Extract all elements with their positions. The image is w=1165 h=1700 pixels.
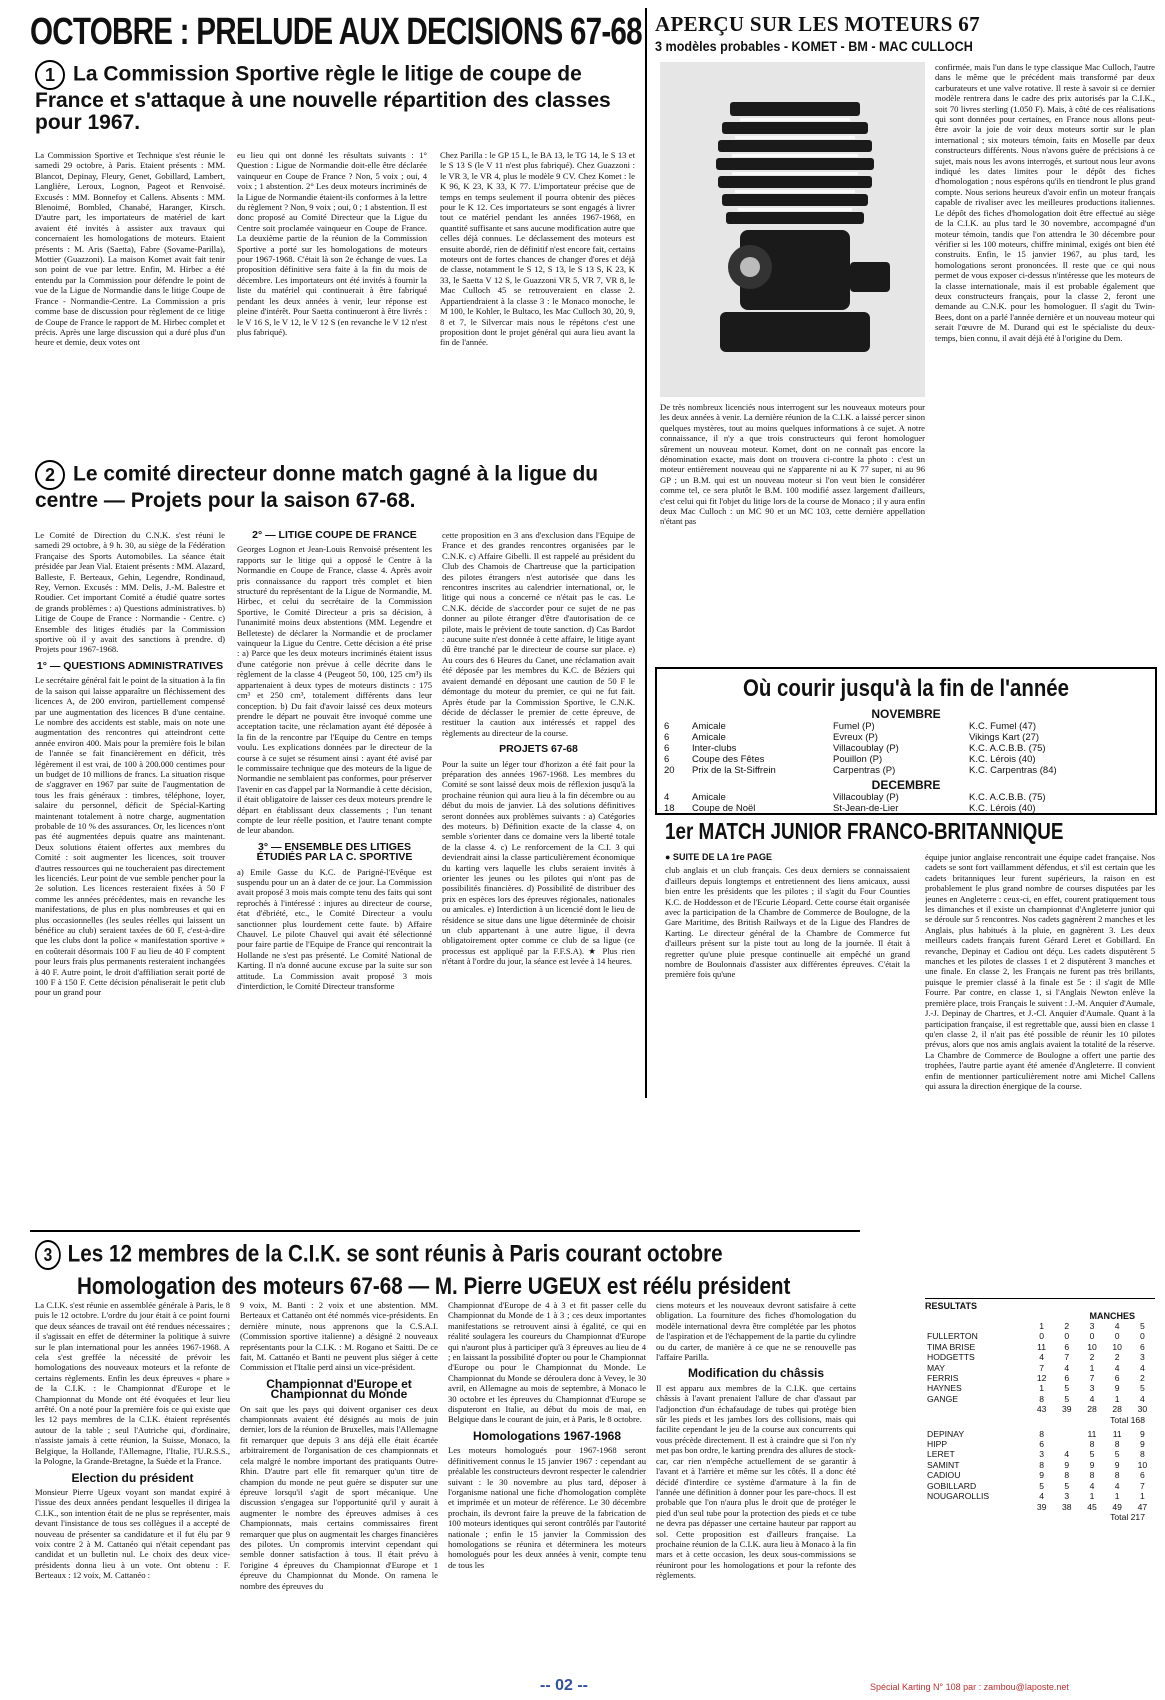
calendar-row: [661, 792, 1122, 803]
section-2-title: Le comité directeur donne match gagné à la ligue du centre — Projets pour la saison 67-68.: [35, 462, 599, 512]
results-cell: 1: [1089, 1491, 1095, 1502]
calendar-event: Prix de la St-Siffrein: [692, 765, 776, 776]
results-cell: 5: [1039, 1480, 1044, 1491]
results-cell: 45: [1087, 1501, 1097, 1512]
results-row: [925, 1394, 1155, 1404]
results-cell: 8: [1089, 1470, 1095, 1481]
results-cell: 28: [1087, 1404, 1097, 1415]
results-cell: 8: [1039, 1428, 1044, 1439]
results-cell: 11: [1037, 1341, 1047, 1352]
results-row: [925, 1342, 1155, 1352]
results-cell: 8: [1039, 1459, 1044, 1470]
results-name: [925, 1502, 1029, 1512]
calendar-month-decembre: DECEMBRE: [871, 778, 941, 792]
calendar-row: [661, 754, 1122, 765]
calendar-club: K.C. Lérois (40): [969, 803, 1036, 814]
calendar-row: [661, 803, 1122, 814]
results-title: RESULTATS: [925, 1298, 1155, 1311]
results-cell: 3: [1139, 1352, 1145, 1363]
results-total-uk: Total 168: [1110, 1414, 1145, 1425]
page-title: OCTOBRE : PRELUDE AUX DECISIONS 67-68: [30, 11, 642, 53]
results-name: GOBILLARD: [927, 1480, 977, 1491]
calendar-event: Amicale: [692, 792, 726, 803]
calendar-table-decembre: [661, 792, 1122, 814]
results-cell: 1: [1114, 1393, 1120, 1404]
calendar-month-novembre: NOVEMBRE: [871, 707, 941, 721]
section-3-subheading-championnat: Championnat d'Europe et Championnat du Monde: [266, 1376, 412, 1402]
results-cell: [1054, 1429, 1079, 1439]
calendar-title: Où courir jusqu'à la fin de l'année: [743, 675, 1069, 702]
results-name: LERET: [927, 1449, 955, 1460]
results-cell: 38: [1062, 1501, 1072, 1512]
results-row: [925, 1460, 1155, 1470]
section-3-number: 3: [35, 1240, 61, 1270]
results-cell: 8: [1139, 1449, 1145, 1460]
results-cell: 11: [1112, 1428, 1122, 1439]
section-3-top-rule: [30, 1230, 860, 1232]
section-2-heading: [35, 460, 635, 512]
results-cell: 8: [1114, 1439, 1120, 1450]
engine-photo: [660, 62, 925, 397]
results-cell: 7: [1089, 1373, 1095, 1384]
section-1-col-2: eu lieu qui ont donné les résultats suivants : 1° Question : Ligue de Normandie doit-elle être déclarée vainqueur en Coupe de France ? Non, 5 voix ; oui, 4 voix ; 1 abstention. 2° Les deux moteurs incriminés de la Ligue de Normandie étaient-ils conformes à la lettre du règlement ? Non, 9 voix ; oui, 0 ; 1 abstention. Il est donc proposé au Comité Directeur que la Ligue du Centre soit proclamée vainqueur en Coupe de France. La deuxième partie de la réunion de la Commission Sportive a porté sur les homologations de moteurs pour 1967-1968. C'était là son 2e échange de vues. La proposition définitive sera faite à la fin du mois de décembre. Les importateurs ont été invités à fournir la liste du matériel qui continuerait à être fabriqué pendant les deux années à venir, leur réponse est pleine d'intérêt. Pour Saetta continueront à être livrés : le V 16 S, le V 12, le V 12 S (en revanche le V 12 n'est plus fabriqué).: [237, 150, 427, 337]
results-cell: 12: [1036, 1373, 1047, 1384]
results-row: [925, 1363, 1155, 1373]
results-cell: 4: [1064, 1449, 1070, 1460]
engines-right-col: confirmée, mais l'un dans le type classique Mac Culloch, l'autre dans le même que le précédent mais transformé par deux carburateurs et une valve rotative. Il reste à savoir si ce dernier modèle rentrera dans le cadre des prix autorisés par la C.I.K., soit 70 livres sterling (1.050 F). Mais, à côté de ces réalisations qui sont données pour certaines, en France nous allons peut-être avoir la joie de voir deux moteurs sortir sur le plan international ; six moteurs témoin, faits en Moselle par deux constructeurs différents. Nous n'avons guère de précisions à ce sujet, mais nous les avons interrogés, et surtout nous leur avons indiqué les dates limites pour le dépôt des fiches d'homologation ; nous espérons qu'ils en tiendront le plus grand compte. Nous serions heureux d'avoir enfin un moteur français capable de rivaliser avec les meilleures productions italiennes. Le dépôt des fiches d'homologation doit être effectué au siège de la C.I.K. au plus tard le 30 novembre, accompagné d'un moteur témoin, tandis que l'on attendra le 30 décembre pour vérifier si les 100 moteurs, chiffre minimal, exigés ont bien été construits. Enfin, le 15 janvier 1967, au plus tard, les homologations seront prononcées. Il reste que ce qui nous permet de vous exposer ci-dessus n'intéresse que les moteurs de la classe internationale, mais il est probable également que deux constructeurs français, pour la classe 2, feront une demande au C.N.K. pour les homologuer. Il s'agit du Twin-Bees, dont on a parlé l'année dernière et un nouveau moteur qui serait l'œuvre de M. Durand qui est le spécialiste du deux-temps, bien connu, il avait déjà été à l'origine du Dem.: [935, 62, 1155, 343]
section-2-col-1: [35, 530, 225, 1220]
results-cell: 5: [1064, 1480, 1070, 1491]
results-name: CADIOU: [927, 1470, 961, 1481]
results-row: [925, 1383, 1155, 1393]
footer-credit: Spécial Karting N° 108 par : zambou@laposte.net: [870, 1682, 1069, 1692]
results-cell: 1: [1139, 1491, 1145, 1502]
results-cell: 8: [1039, 1393, 1044, 1404]
results-cell: 0: [1139, 1331, 1145, 1342]
results-name: [925, 1404, 1029, 1414]
calendar-row: [661, 765, 1122, 776]
results-cell: 5: [1114, 1449, 1120, 1460]
calendar-place: Pouillon (P): [833, 754, 883, 765]
calendar-row: [661, 743, 1122, 754]
results-name: TIMA BRISE: [927, 1341, 976, 1352]
results-cell: 43: [1036, 1404, 1047, 1415]
results-name: DEPINAY: [927, 1428, 965, 1439]
section-3-col-3-text: Championnat d'Europe de 4 à 3 et fit passer celle du Championnat du Monde de 1 à 3 ; ces deux importantes manifestations se retrouvent ainsi à égalité, ce qui en réalité soulagera les coureurs du Championnat d'Europe qui n'auront plus à participer qu'à 3 épreuves au lieu de 4 ; en laissant la possibilité d'opter ou pour le Championnat d'Europe ou pour le Championnat du Monde. Le Championnat du Monde se déroulera donc à Vevey, le 30 avril, en Allemagne au mois de septembre, à Monaco le 30 octobre et les épreuves du Championnat d'Europe se disputeront en Italie, au début du mois de mai, en Belgique dans le courant de juin, et à Paris, le 8 octobre.: [448, 1300, 646, 1425]
results-cell: 4: [1139, 1362, 1145, 1373]
calendar-place: Villacoublay (P): [833, 792, 899, 803]
results-cell: 10: [1137, 1459, 1148, 1470]
calendar-club: K.C. A.C.B.B. (75): [969, 792, 1046, 803]
results-row: [925, 1404, 1155, 1414]
results-cell: 2: [1139, 1373, 1145, 1384]
section-3-col-1: [35, 1300, 230, 1675]
column-divider: [645, 8, 647, 1098]
results-cell: 9: [1039, 1470, 1044, 1481]
calendar-box: [655, 667, 1157, 815]
calendar-club: Vikings Kart (27): [969, 732, 1040, 743]
section-2-intro: Le Comité de Direction du C.N.K. s'est réuni le samedi 29 octobre, à 9 h. 30, au siège de la Fédération Française des Sports Automobiles. La séance était présidée par Jean Vial. Etaient présents : MM. Alazard, Balleste, F. Berteaux, Gehin, Legendre, Rondinaud, Rey, Vernon. Excusés : MM. Delis, J.-M. Balestre et Roudier. Cet important Comité a étudié quatre sortes de grands problèmes : a) Questions administratives. b) Litige de Coupe de France : Normandie - Centre. c) Ensemble des litiges étudiés par la Commission sportive où il y avait des sanctions à prendre. d) Projets pour 1967-1968.: [35, 530, 225, 655]
results-cell: 1: [1039, 1383, 1044, 1394]
results-row: [925, 1331, 1155, 1341]
engine-illustration: [660, 62, 925, 397]
calendar-table-novembre: [661, 721, 1122, 776]
calendar-day: 6: [664, 721, 670, 732]
results-cell: 7: [1064, 1352, 1070, 1363]
results-cell: 4: [1064, 1362, 1070, 1373]
calendar-place: Carpentras (P): [833, 765, 896, 776]
calendar-day: 6: [664, 754, 670, 765]
results-row: [925, 1481, 1155, 1491]
results-cell: 2: [1114, 1352, 1120, 1363]
results-cell: 0: [1039, 1331, 1044, 1342]
calendar-club: K.C. Carpentras (84): [969, 765, 1057, 776]
results-name: GANGE: [927, 1393, 959, 1404]
calendar-club: K.C. A.C.B.B. (75): [969, 743, 1046, 754]
junior-col-1-text: club anglais et un club français. Ces deux derniers se connaissaient d'ailleurs depuis longtemps et entretiennent des liens amicaux, aussi bien entre les présidents que les pilotes ; il s'agit du Four Counties K.C. de Hoddesson et de l'Ecurie Léopard. Cette course était organisée avec la participation de la Chambre de Commerce de Boulogne, de la Gare Maritime, des British Railways et de la Ligue des Flandres de Karting. Le directeur général de la Chambre de Commerce fut d'ailleurs présent sur la piste tout au long de la journée. Il était à regretter qu'une pluie presque continuelle ait empêché un grand nombre de Boulonnais d'assister aux différentes épreuves. C'était la première fois qu'une: [665, 865, 910, 980]
section-2-subheading-coupe: 2° — LITIGE COUPE DE FRANCE: [252, 530, 417, 541]
results-cell: 9: [1139, 1439, 1145, 1450]
section-1-number: 1: [35, 60, 65, 90]
results-name: FULLERTON: [927, 1331, 978, 1342]
junior-col-2: équipe junior anglaise rencontrait une équipe cadet française. Nos cadets se sont fort vaillamment défendus, et s'il est certain que les cadets britanniques leur furent supérieurs, la raison en est probablement le plus grand nombre de courses disputées par les jeunes en Angleterre : ceux-ci, en effet, courent pratiquement tous les dimanches et il existe un championnat d'Angleterre junior qui se déroule sur 5 rencontres. Nos cadets gagnèrent 2 manches et les Anglais, plus habitués à la pluie, en gagnèrent 3. Les deux meilleurs cadets français furent Gérard Leret et Gobillard. En revanche, Depinay et Cadiou ont déçu. Les cadets disputèrent 5 manches et les pilotes de classes 1 et 2 disputèrent 3 manches et une finale. En classe 2, les Français ne furent pas très brillants, puisque le premier classé à la finale est 5e : il s'agit de Mlle Fourre. Par contre, en classe 1, si l'Anglais Newton enlève la première place, trois Français le suivent : J.-M. Anquier d'Aumale, J.-J. Depinay de Chartres, et J.-Cl. Anquier d'Aumale. Quant à la participation française, il est regrettable que, aussi bien en classe 1 qu'en classe 2, il n'ait pas été possible de réunir les 10 pilotes prévus, alors que nos amis anglais avaient la totalité de la réserve. La Chambre de Commerce de Boulogne a offert une partie des trophées, l'autre partie ayant été amenée d'Angleterre. Il convient enfin de mentionner particulièrement notre ami Michel Callens qui assura la direction énergique de la course.: [925, 852, 1155, 1091]
section-2-admin-text: Le secrétaire général fait le point de la situation à la fin de la saison qui laisse apparaître un fléchissement des licences A, de 200 environ, partiellement compensé par une augmentation des licences B d'une centaine. Le nombre des accidents est stable, mais on note une augmentation des rencontres qui atteindront cette année environ 400. Mais pour la première fois le bilan de l'année se fait financièrement en déficit, très légèrement il est vrai, de 100 à 200.000 centimes pour un budget de 10 millions de francs. La situation risque de s'aggraver en 1967 par suite de l'augmentation de tous les frais généraux : timbres, téléphone, loyer, salaire du personnel, déficit de Spécial-Karting maintenant totalement à notre charge, augmentation probable de 10 % des assurances. Or, les licences n'ont pas été augmentées depuis quatre ans maintenant. Deux solutions étaient offertes aux membres du Comité : soit augmenter les licences, soit trouver d'autres ressources qui ne toucheraient pas directement les licenciés. Leur point de vue semble pencher pour la 2e solution. Les licences resteraient fixées à 50 F comme les années précédentes, mais en revanche les manifestations, de plus en plus nombreuses et qui en plus occasionnelles (les seules réelles qui laissent un bénéfice au club) seraient taxées de 60 F, c'est-à-dire que les clubs dont la police « manifestation sportive » en coûterait désormais 100 F au lieu de 40 F comptent pour leurs frais plus permanents resteraient inchangées à 40 F. Autre point, le droit d'affiliation serait porté de 100 F à 150 F. Cette décision pénaliserait le petit club pour un grand pour: [35, 675, 225, 998]
section-2-number: 2: [35, 460, 65, 490]
calendar-event: Amicale: [692, 732, 726, 743]
results-cell: 1: [1114, 1491, 1120, 1502]
results-cell: 10: [1112, 1341, 1122, 1352]
results-cell: 0: [1114, 1331, 1120, 1342]
results-cell: 6: [1114, 1373, 1120, 1384]
calendar-club: K.C. Lérois (40): [969, 754, 1036, 765]
section-2-projets-text: Pour la suite un léger tour d'horizon a été fait pour la préparation des années 1967-1968. Les membres du Comité se sont laissé deux mois de réflexion jusqu'à la prochaine réunion qui aura lieu à la fin décembre ou au début du mois de janvier. Là des solutions définitives seront données aux problèmes suivants : a) Catégories des moteurs. b) Définition exacte de la classe 4, on semble s'orienter dans ce domaine vers la liberté totale de la classe 4. c) Le renforcement de la C.I. 3 qui deviendrait ainsi la classe particulièrement économique du karting vers laquelle les clubs seraient invités à orienter les jeunes ou les pilotes qui n'ont pas de possibilités financières. d) Possibilité de distribuer des prix en espèces lors des épreuves régionales, nationales ou amicales. e) Interdiction à un licencié dont le lieu de résidence se situe dans une ligue déterminée de choisir un club appartenant à une autre ligue, il devra obligatoirement opter comme ce club de sa ligue (ce processus est appliqué par la F.F.S.A). ★ Plus rien n'étant à l'ordre du jour, la séance est levée à 14 heures.: [442, 758, 635, 967]
results-cell: 6: [1039, 1439, 1044, 1450]
section-2-subheading-admin: 1° — QUESTIONS ADMINISTRATIVES: [36, 659, 224, 672]
results-box: [925, 1298, 1155, 1522]
results-cell: 9: [1139, 1428, 1145, 1439]
junior-col-1: [665, 852, 910, 1187]
section-3-subheading-chassis: Modification du châssis: [687, 1366, 825, 1381]
results-cell: 47: [1137, 1501, 1148, 1512]
results-cell: 1: [1089, 1362, 1095, 1373]
calendar-place: Villacoublay (P): [833, 743, 899, 754]
results-header-cell: 4: [1114, 1321, 1120, 1331]
results-name: MAY: [927, 1362, 945, 1373]
section-1-title: La Commission Sportive règle le litige de coupe de France et s'attaque à une nouvelle répartition des classes pour 1967.: [35, 62, 611, 135]
results-cell: 10: [1087, 1341, 1097, 1352]
results-cell: 11: [1087, 1428, 1097, 1439]
section-3-col-4: [656, 1300, 856, 1675]
results-cell: 5: [1064, 1383, 1070, 1394]
page-number: -- 02 --: [540, 1677, 588, 1694]
results-cell: 6: [1064, 1373, 1070, 1384]
results-cell: 5: [1139, 1383, 1145, 1394]
results-manches-label: MANCHES: [1089, 1311, 1135, 1321]
results-row: [925, 1352, 1155, 1362]
section-2-col-2: [237, 530, 432, 1220]
results-cell: 2: [1089, 1352, 1095, 1363]
results-row: [925, 1470, 1155, 1480]
engines-subtitle: 3 modèles probables - KOMET - BM - MAC CULLOCH: [655, 38, 973, 54]
engines-title: APERÇU SUR LES MOTEURS 67: [655, 12, 980, 36]
results-cell: 3: [1064, 1491, 1070, 1502]
calendar-club: K.C. Fumel (47): [969, 721, 1037, 732]
results-cell: 8: [1089, 1439, 1095, 1450]
section-3-heading: [35, 1240, 855, 1299]
calendar-day: 20: [664, 765, 675, 776]
section-1-col-3: Chez Parilla : le GP 15 L, le BA 13, le TG 14, le S 13 et le S 13 S (le V 11 n'est plus fabriqué). Chez Guazzoni : le VR 3, le VR 4, plus le modèle 9 CV. Chez Komet : le K 96, K 23, K 33, K 77. L'importateur précise que de temps en temps seulement il pourra obtenir des pièces pour le K 12. Ces importateurs se sont engagés à livrer tout ce matériel pendant les années 1967-1968, en quantité suffisante et sans aucune modification autre que celles déjà connues. Le déclassement des moteurs est ensuite abordé, rien de définitif n'est encore fait, certains moteurs ont de fortes chances de changer d'ores et déjà de classe, notamment le S 12, S 13, le S 13 S, K 23, K 33, le Saetta V 12 S, le Guazzoni VR 5, VR 7, VR 8, le Mac Culloch 45 se retrouveraient en classe 2. Appartiendraient à la classe 3 : le Monaco monoche, le M 100, le Kohler, le Bultaco, les Mac Culloch 30, 20, 9, 8 et 7, le Silvercar mais nous le répétons c'est une proposition dont le projet général qui aura lieu avant la fin de l'année.: [440, 150, 635, 348]
results-row: [925, 1429, 1155, 1439]
section-2-col-3-text: cette proposition en 3 ans d'exclusion dans l'Equipe de France et des grandes rencontres organisées par le C.N.K. c) Affaire Gibelli. Il est rappelé au président du Club des Chamois de Chartreuse que la participation des pilotes étrangers n'est autorisée que dans les rencontres inscrites au calendrier international, or, le litige qui nous a concerné ce n'était pas le cas. Le C.N.K. décide de s'accorder pour ce sujet de ne pas donner au pilote étranger d'être d'autorisation de ce pilote, mais le prévient de toute sanction. d) Cas Bardot : aucune suite n'est donnée à cette affaire, le litige ayant dû être tranché par le directeur de course sur place. e) Au cours des 6 Heures du Canet, une réclamation avait été déposée par les membres du K.C. de Béziers qui avaient demandé en déposant une caution de 50 F le démontage du moteur du premier, ce qui ne fut fait. Après étude par la Commission Sportive, le C.N.K. décide de déclasser le premier de cette épreuve, de restituer la caution aux intéressés et rappel des règlements au directeur de la course.: [442, 530, 635, 738]
calendar-place: Fumel (P): [833, 721, 875, 732]
calendar-event: Inter-clubs: [692, 743, 737, 754]
section-2-subheading-projets: PROJETS 67-68: [499, 743, 578, 756]
section-3-title-line-1: 3 Les 12 membres de la C.I.K. se sont réunis à Paris courant octobre: [35, 1240, 740, 1270]
section-3-col-2-text: 9 voix, M. Banti : 2 voix et une abstention. MM. Berteaux et Cattanéo ont été nommés vice-présidents. En dernière minute, nous apprenons que la C.S.A.I. (Commission sportive italienne) a désigné 2 nouveaux représentants pour la C.I.K. : M. Rogano et Saitti. De ce fait, M. Cattanéo et Banti ne peuvent plus siéger à cette Commission et l'Italie perd ainsi un vice-président.: [240, 1300, 438, 1373]
section-1-heading: [35, 60, 635, 134]
results-cell: 9: [1114, 1383, 1120, 1394]
results-cell: 30: [1137, 1404, 1148, 1415]
results-header-cell: 2: [1064, 1321, 1070, 1331]
results-cell: 6: [1139, 1341, 1145, 1352]
section-3-intro: La C.I.K. s'est réunie en assemblée générale à Paris, le 8 puis le 12 octobre. L'ordre du jour était à ce point fourni que deux séances de travail ont été rendues nécessaires ; il s'agissait en effet de déterminer la politique à suivre sur le plan international pour les années 1967-1968. A cela s'est greffée la nécessité de prévoir les homologations des nouveaux moteurs et la refonte de certains règlements. Enfin les deux épreuves « phare » de la C.I.K. : le Championnat d'Europe et le Championnat du Monde ont été évoquées et leur lieu arrêté. On a noté pour la première fois ce qui existe que les 12 pays membres de la C.I.K. étaient représentés autour de la table ; seul l'Autriche qui, d'ordinaire, n'assiste jamais à cette réunion, la Suisse, Monaco, la Belgique, la Hollande, l'Allemagne, l'Italie, l'U.R.S.S., la Pologne, la Grande-Bretagne, la Suède et la France.: [35, 1300, 230, 1467]
results-cell: 49: [1112, 1501, 1122, 1512]
results-name: FERRIS: [927, 1373, 959, 1384]
results-table: [925, 1321, 1155, 1415]
results-cell: 0: [1089, 1331, 1095, 1342]
section-3-subheading-homologations: Homologations 1967-1968: [472, 1428, 622, 1443]
section-3-championnat-text: On sait que les pays qui doivent organiser ces deux championnats avaient été désignés au mois de juin dernier, lors de la réunion de Bruxelles, mais l'Allemagne fit remarquer que depuis 3 ans déjà elle était écartée arbitrairement de l'organisation de ces championnats et cela malgré le nombre important des pratiquants Outre-Rhin. D'autre part elle fit remarquer qu'un titre de champion du monde ne peut guère se disputer sur une épreuve lorsqu'il s'agit de sport mécanique. Une discussion s'engagea sur l'opportunité qu'il y aurait à augmenter le nombre des épreuves admises à ces Championnats, mais certains commissaires firent remarquer que plus on augmentait les charges financières des pilotes. Un compromis intervint cependant qui semble donner satisfaction à tous. Il était prévu à l'origine 4 épreuves du Championnat d'Europe et 1 épreuve du Championnat du Monde. On ramena le nombre des épreuves du: [240, 1403, 438, 1591]
calendar-day: 18: [664, 803, 675, 814]
results-total-fr: Total 217: [1110, 1511, 1145, 1522]
section-3-col-3: [448, 1300, 646, 1675]
results-cell: 39: [1062, 1404, 1072, 1415]
results-table-fr: [925, 1429, 1155, 1512]
junior-title: 1er MATCH JUNIOR FRANCO-BRITANNIQUE: [665, 818, 1064, 844]
results-cell: 4: [1114, 1362, 1120, 1373]
results-row: [925, 1449, 1155, 1459]
calendar-event: Amicale: [692, 721, 726, 732]
section-1: [35, 60, 635, 134]
section-1-col-1: La Commission Sportive et Technique s'est réunie le samedi 29 octobre, à Paris. Etaient présents : MM. Blancot, Depinay, Fleury, Genet, Gobillard, Lambert, Langlière, Leroux, Lognon, Pageot et Renvoisé. Excusés : MM. Bonnefoy et Callens. Absents : MM. Blenoimé, Bombled, Chanabé, Haranger, Kirsch. D'autre part, les importateurs de matériel de kart avaient été invités à assister aux travaux qui concernaient les homologations de moteurs. Etaient présents : M. Aris (Saetta), Fabre (Sovame-Parilla), Mottier (Guazzoni). La maison Komet avait fait tenir son point de vue par lettre. Enfin, M. Hirbec a été entendu par la Commission pour défendre le point de vue de la Ligue de Normandie dans le litige Coupe de France - Normandie-Centre. La Commission a pris comme base de discussion pour règlement de ce litige de Coupe de France le rapport de M. Hirbec complet et précis. Après une large discussion qui a duré plus d'un heure et demie, deux votes ont: [35, 150, 225, 348]
calendar-place: St-Jean-de-Lier: [833, 803, 899, 814]
results-name: SAMINT: [927, 1459, 960, 1470]
results-cell: 28: [1112, 1404, 1122, 1415]
results-row: [925, 1373, 1155, 1383]
results-cell: 9: [1089, 1459, 1095, 1470]
results-cell: 39: [1036, 1501, 1047, 1512]
results-cell: 4: [1139, 1393, 1145, 1404]
section-3-title-line-2: Homologation des moteurs 67-68 — M. Pierre UGEUX est réélu président: [77, 1273, 791, 1300]
results-header-cell: 1: [1039, 1321, 1044, 1331]
results-cell: [1054, 1439, 1079, 1449]
results-cell: 0: [1064, 1331, 1070, 1342]
results-cell: 7: [1139, 1480, 1145, 1491]
results-cell: 4: [1089, 1480, 1095, 1491]
section-3-col-2: [240, 1300, 438, 1675]
section-2-col-3: [442, 530, 635, 1220]
results-header-cell: 5: [1139, 1321, 1145, 1331]
calendar-row: [661, 732, 1122, 743]
results-name: HIPP: [927, 1439, 948, 1450]
section-2-subheading-litiges: 3° — ENSEMBLE DES LITIGES ÉTUDIÉS PAR LA C. SPORTIVE: [256, 840, 413, 864]
section-3-chassis-text: Il est apparu aux membres de la C.I.K. que certains châssis à l'avant prenaient l'allure de char d'assaut par l'adjonction d'un échafaudage de tubes qui protège bien sûr les pieds et les jambes lors des collisions, mais qui facilite cependant le jeu de la course aux concurrents qui vous précède directement. Il est à craindre que si l'on n'y met pas bon ordre, le karting prendra des allures de stock-car, car rien n'empêche actuellement de se garantir à l'avant et à l'arrière et même sur les côtés. Il a donc été décidé d'interdire ce système d'armature à la fin de l'année une définition à donner pour les pare-chocs. Il est probable que l'on n'aura plus le droit que de protéger le pied d'un seul tube pour la protection des pieds et ce tube ne devra pas dépasser une certaine hauteur par rapport au sol. Cette proposition est d'ailleurs française. La prochaine réunion de la C.I.K. aura lieu à Monaco à la fin mars et à cette occasion, les deux sous-commissions se réuniront pour les homologations et pour la refonte des règlements.: [656, 1382, 856, 1581]
results-row: [925, 1491, 1155, 1501]
junior-suite-label: ● SUITE DE LA 1re PAGE: [665, 852, 772, 862]
results-cell: 8: [1064, 1470, 1070, 1481]
results-row: [925, 1502, 1155, 1512]
section-2-coupe-text: Georges Lognon et Jean-Louis Renvoisé présentent les rapports sur le litige qui a opposé le Centre à la Normandie en Coupe de France, classe 4. Après avoir pris connaissance du rapport très complet et bien structuré du représentant de la Ligue de Normandie, M. Hirbec, et celui du secrétaire de la Commission Sportive, le Comité Directeur a pris sa décision, à l'unanimité moins deux abstentions (MM. Legendre et Belleteste) de déclarer la Normandie et de proclamer vainqueur la Ligue du Centre. Cette décision a été prise : a) Parce que les deux moteurs incriminés étaient issus d'une catégorie non prévue à celle décrite dans le règlement de la classe 4 (Peugeot 50, 100, 125 cm³) ils appartenaient à deux types de moteurs distincts : 175 cm³ et 250 cm³, totalement différents dans leur conception. b) Du fait d'avoir laissé ces deux moteurs prendre le départ ne pouvait être invoqué comme une acceptation tacite, une réclamation ayant été déposée à la fin de la rencontre par l'Equipe du Centre en temps voulu. Les explications données par le directeur de la course à ce sujet se résument ainsi : ayant été avisé par le commissaire technique que des moteurs de la ligue de Normandie ne semblaient pas conformes, pour préserver l'avenir en cas d'appel par la Normandie à cette décision, il était obligatoire de laisser ces deux moteurs prendre le départ en établissant deux classements ; l'un tenant compte de leur réelle position, et l'autre tenant compte de leur abandon.: [237, 544, 432, 836]
results-cell: 9: [1114, 1459, 1120, 1470]
section-2: [35, 460, 635, 512]
results-cell: 5: [1089, 1449, 1095, 1460]
results-cell: 4: [1114, 1480, 1120, 1491]
calendar-row: [661, 721, 1122, 732]
results-cell: 3: [1039, 1449, 1044, 1460]
calendar-day: 6: [664, 732, 670, 743]
calendar-day: 6: [664, 743, 670, 754]
results-cell: 9: [1064, 1459, 1070, 1470]
section-3-subheading-election: Election du président: [71, 1470, 194, 1485]
results-cell: 6: [1139, 1470, 1145, 1481]
results-header-cell: 3: [1089, 1321, 1095, 1331]
results-cell: 5: [1064, 1393, 1070, 1404]
section-3-homologations-text: Les moteurs homologués pour 1967-1968 seront définitivement connus le 15 janvier 1967 : cependant au préalable les constructeurs devront respecter le calendrier suivant : le 30 novembre au plus tard, déposer à l'organisme national une fiche d'homologation complète et imprimée et un moteur de référence. Le 30 décembre prochain, ils devront faire la preuve de la fabrication de 100 moteurs identiques qui seront contrôlés par l'autorité nationale ; enfin le 15 janvier la Commission des homologations se réunira et déterminera les moteurs homologués pour les deux années à venir, compte tenu de tous les: [448, 1445, 646, 1570]
results-cell: 4: [1089, 1393, 1095, 1404]
results-name: NOUGAROLLIS: [927, 1491, 990, 1502]
results-cell: 8: [1114, 1470, 1120, 1481]
results-cell: 7: [1039, 1362, 1044, 1373]
results-name: HAYNES: [927, 1383, 962, 1394]
section-2-litiges-text: a) Emile Gasse du K.C. de Parigné-l'Evêque est suspendu pour un an à dater de ce jour. La Commission avait proposé 3 mois mais compte tenu des faits qui sont reprochés à l'intéressé : injures au directeur de course, état d'ébriété, etc., le Comité Directeur a voulu sanctionner plus lourdement cette faute. b) Affaire Chauvel. Le pilote Chauvel qui avait été sélectionné pour faire partie de l'Equipe de France qui rencontrait la Hollande ne s'est pas présenté. Le Comité National de Karting. Il n'a donné aucune excuse par la suite sur son attitude. La Commission avait proposé 3 mois d'interdiction, le Comité Directeur transforme: [237, 866, 432, 992]
results-cell: 4: [1039, 1352, 1044, 1363]
results-row: [925, 1439, 1155, 1449]
calendar-event: Coupe des Fêtes: [692, 754, 765, 765]
section-3-col-4-text: ciens moteurs et les nouveaux devront satisfaire à cette obligation. La fourniture des fiches d'homologation du modèle international devra être complétée par les photos de l'aspiration et de l'échappement de la partie du cylindre ou du carter, de manière à ce que ne se renouvelle pas l'affaire Parilla.: [656, 1300, 856, 1363]
section-3-election-text: Monsieur Pierre Ugeux voyant son mandat expiré à l'issue des deux années pendant lesquelles il dirigea la C.I.K., son intention était de ne plus se représenter, mais devant l'insistance de tous ses collègues il a accepté de nouveau de présenter sa candidature et il fut élu par 9 voix contre 2 à M. Cattanéo qui n'était cependant pas candidat et un bulletin nul. Le choix des deux vice-présidents donna lieu à un vote. Ont obtenu : F. Berteaux : 12 voix, M. Cattanéo :: [35, 1486, 230, 1581]
calendar-day: 4: [664, 792, 670, 803]
calendar-event: Coupe de Noël: [692, 803, 756, 814]
results-cell: 3: [1089, 1383, 1095, 1394]
engines-left-col: De très nombreux licenciés nous interrogent sur les nouveaux moteurs pour les deux années à venir. La dernière réunion de la C.I.K. a laissé percer sinon quelques mystères, tout au moins quelques informations à ce sujet. A notre connaissance, il n'y a que trois constructeurs qui feront homologuer sûrement un nouveau moteur. Komet, dont on ne connaît pas encore la dénomination exacte, mais dont on trouvera ci-contre la photo : c'est un moteur entièrement nouveau qui ne s'apparente ni au K 77 super, ni au 96 GP ; un B.M. qui est un nouveau moteur si l'on veut bien le considérer comme tel, ce sera plutôt le B.M. 100 modifié assez largement d'ailleurs, c'est celui qui fit l'objet du litige lors de la course de Monaco ; il y aura enfin deux Mac Culloch : un MC 90 et un MC 103, cette dernière appellation n'étant pas: [660, 402, 925, 527]
results-name: HODGETTS: [927, 1352, 975, 1363]
calendar-place: Evreux (P): [833, 732, 878, 743]
results-cell: 6: [1064, 1341, 1070, 1352]
results-cell: 4: [1039, 1491, 1044, 1502]
